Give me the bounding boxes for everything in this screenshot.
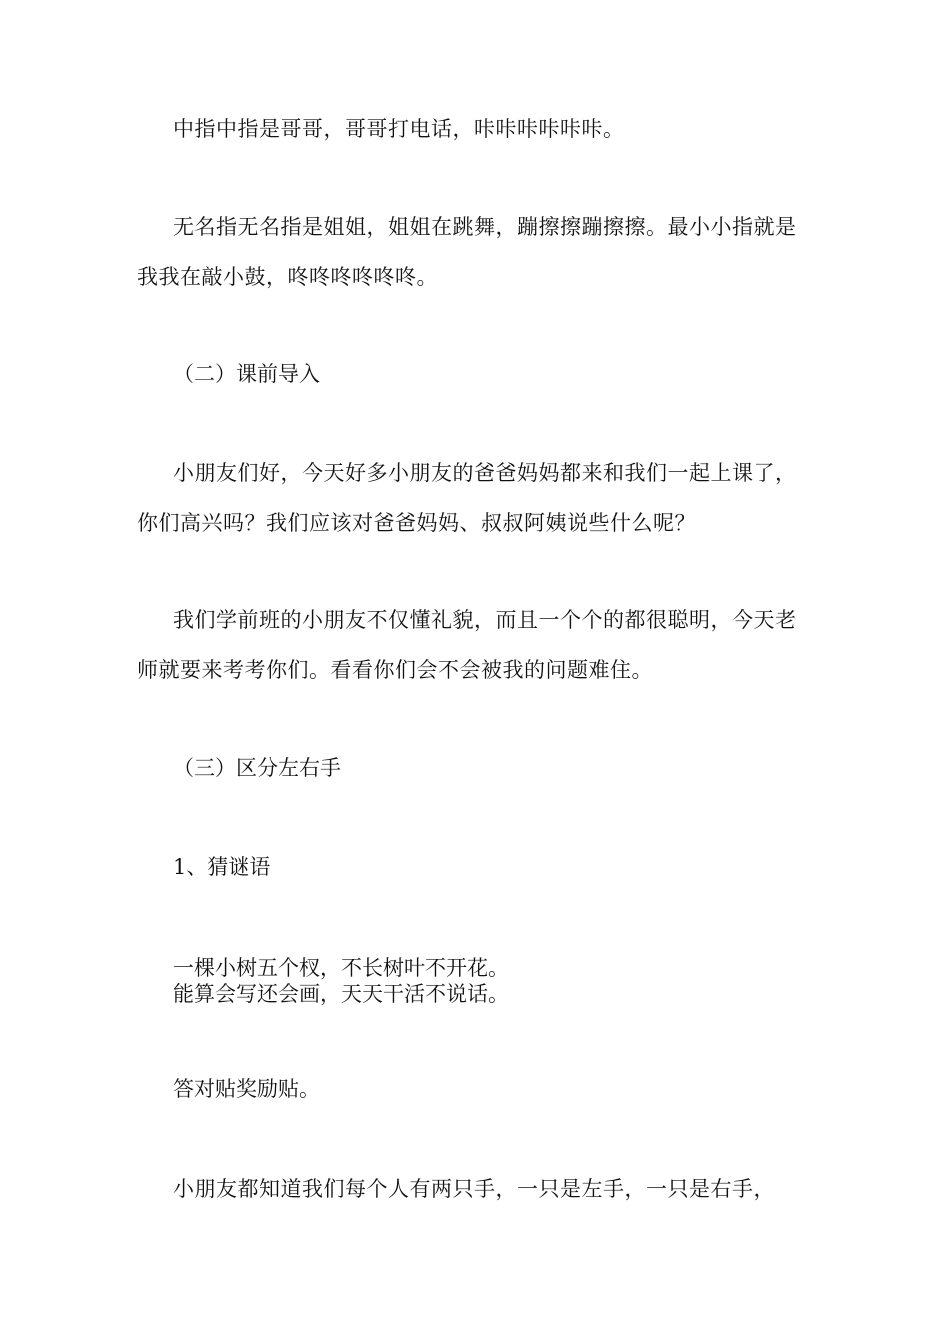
- paragraph-middle-finger: 中指中指是哥哥，哥哥打电话，咔咔咔咔咔咔。: [173, 117, 625, 141]
- list-item-riddle: 1、猜谜语: [173, 855, 271, 879]
- paragraph-reward: 答对贴奖励贴。: [173, 1077, 320, 1101]
- paragraph-test: 我们学前班的小朋友不仅懂礼貌，而且一个个的都很聪明，今天老师就要来考考你们。看看你们会不会被我的问题难住。: [137, 608, 797, 682]
- paragraph-two-hands: 小朋友都知道我们每个人有两只手，一只是左手，一只是右手，: [173, 1177, 775, 1201]
- riddle-line-1: 一棵小树五个杈，不长树叶不开花。: [173, 956, 509, 980]
- section-heading-intro: （二）课前导入: [173, 362, 320, 386]
- riddle-text: [173, 955, 509, 1007]
- paragraph-ring-finger: 无名指无名指是姐姐，姐姐在跳舞，蹦擦擦蹦擦擦。最小小指就是我我在敲小鼓，咚咚咚咚咚咚。: [137, 215, 797, 289]
- riddle-line-2: 能算会写还会画，天天干活不说话。: [173, 982, 509, 1006]
- paragraph-greeting: 小朋友们好，今天好多小朋友的爸爸妈妈都来和我们一起上课了，你们高兴吗？我们应该对爸爸妈妈、叔叔阿姨说些什么呢？: [137, 461, 797, 535]
- section-heading-left-right: （三）区分左右手: [173, 756, 341, 780]
